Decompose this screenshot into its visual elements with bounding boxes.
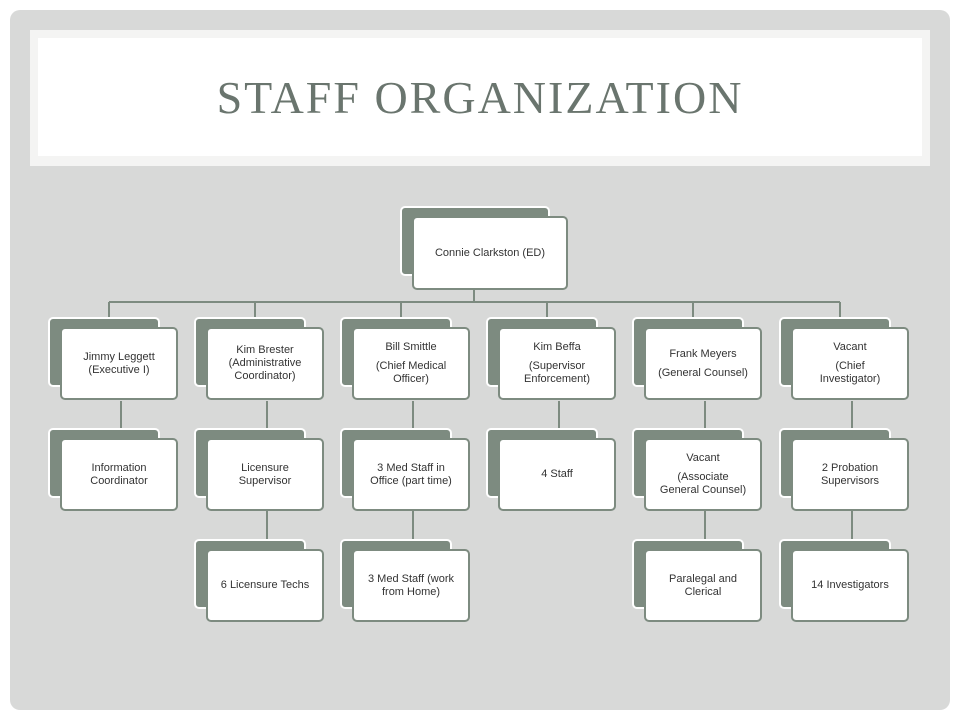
slide-title: STAFF ORGANIZATION — [216, 71, 744, 123]
org-node-root-label: Connie Clarkston (ED) — [412, 216, 568, 290]
slide: STAFF ORGANIZATION Connie Clarkston (ED) Jimmy Leggett (Executive I) Information Coordinator Kim Brester (Administrative Coordinator) Licensure Supervisor 6 Licensure Techs Bill Smittle (Chief Medical Officer) 3 Med Staff in Office (part time) 3 Med Staff (work from Home) Kim Beffa (Supervisor Enforcement) 4 Staff Frank Meyers (General Counsel) Vacant (Associate General Counsel) Paralegal and Clerical Vacant (Chief Investigator) 2 Probation Supervisors 14 Investigators — [10, 10, 950, 710]
